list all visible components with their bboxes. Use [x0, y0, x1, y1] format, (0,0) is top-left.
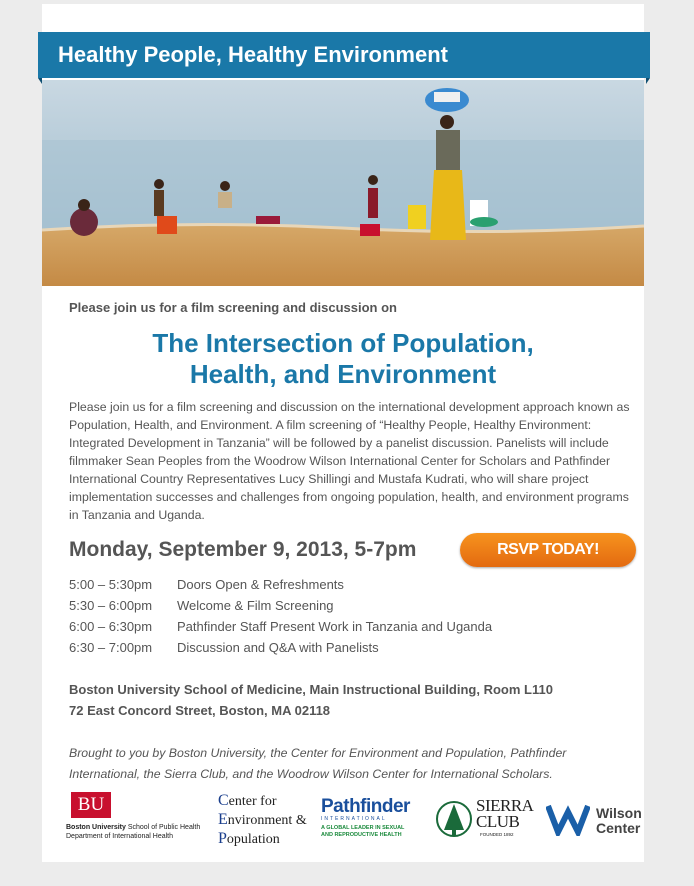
- venue-line-1: Boston University School of Medicine, Main Instructional Building, Room L110: [69, 682, 553, 697]
- cep-logo: Center for Environment & Population: [218, 792, 307, 847]
- venue-address: [69, 679, 553, 721]
- schedule-row: [69, 595, 492, 616]
- schedule-item: Pathfinder Staff Present Work in Tanzania and Uganda: [177, 619, 493, 634]
- sierra-tree-icon: [436, 796, 472, 842]
- bu-text: Boston University School of Public Health Department of International Health: [66, 824, 201, 840]
- schedule-list: [69, 574, 492, 658]
- schedule-item: Discussion and Q&A with Panelists: [177, 640, 379, 655]
- schedule-item: Doors Open & Refreshments: [177, 577, 344, 592]
- bu-mark: BU: [71, 792, 111, 818]
- pathfinder-name: Pathfinder: [321, 796, 410, 817]
- rsvp-button[interactable]: RSVP TODAY!: [460, 533, 636, 567]
- hero-photo: [42, 80, 644, 286]
- headline-line-2: Health, and Environment: [189, 359, 497, 389]
- sponsors-credit: Brought to you by Boston University, the Center for Environment and Population, Pathfinder International, the Sierra Club, and the Woodrow Wilson Center for International Scholars.: [69, 746, 567, 781]
- banner-title: Healthy People, Healthy Environment: [58, 42, 448, 67]
- schedule-row: [69, 637, 492, 658]
- sierra-club-logo: SIERRA CLUB FOUNDED 1892: [436, 796, 472, 847]
- schedule-row: [69, 616, 492, 637]
- sponsor-logos: [66, 788, 656, 850]
- schedule-time: 6:00 – 6:30pm: [69, 619, 153, 634]
- wilson-center-logo: Wilson Center: [546, 802, 590, 841]
- pathfinder-logo: Pathfinder INTERNATIONAL A GLOBAL LEADER IN SEXUAL AND REPRODUCTIVE HEALTH: [321, 796, 410, 838]
- headline-line-1: The Intersection of Population,: [152, 328, 534, 358]
- schedule-row: [69, 574, 492, 595]
- event-date: Monday, September 9, 2013, 5-7pm: [69, 538, 417, 561]
- event-headline: [42, 328, 644, 390]
- wilson-w-icon: [546, 802, 590, 836]
- banner-fold-right: [646, 78, 650, 84]
- event-description: Please join us for a film screening and discussion on the international development approach known as Population, Health, and Environment. A film screening of “Healthy People, Healthy Environment: Integrated Development in Tanzania” will be followed by a panelist discussion. Panelists will include filmmaker Sean Peoples from the Woodrow Wilson International Center for Scholars and Pathfinder International Country Representatives Lucy Shillingi and Mustafa Kudrati, who will share project implementation successes and challenges from ongoing population, health, and environment programs in Tanzania and Uganda.: [69, 400, 630, 522]
- intro-text: Please join us for a film screening and discussion on: [69, 300, 397, 315]
- schedule-time: 5:30 – 6:00pm: [69, 598, 153, 613]
- schedule-time: 6:30 – 7:00pm: [69, 640, 153, 655]
- bu-logo: [66, 792, 200, 841]
- schedule-item: Welcome & Film Screening: [177, 598, 334, 613]
- venue-line-2: 72 East Concord Street, Boston, MA 02118: [69, 703, 331, 718]
- schedule-time: 5:00 – 5:30pm: [69, 577, 153, 592]
